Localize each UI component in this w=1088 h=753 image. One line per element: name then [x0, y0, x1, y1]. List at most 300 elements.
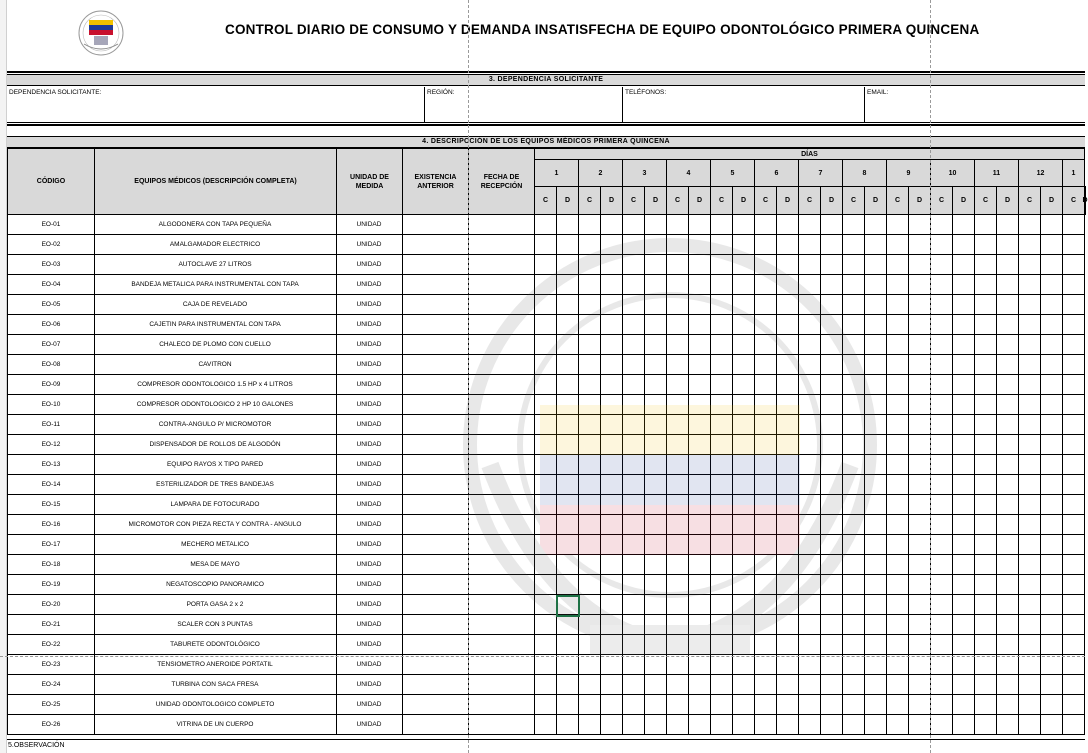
day-entry-cell[interactable] — [864, 275, 887, 295]
equipment-name-cell[interactable]: CAVITRON — [94, 355, 337, 375]
day-entry-cell[interactable] — [754, 475, 777, 495]
day-entry-cell[interactable] — [578, 375, 601, 395]
day-entry-cell[interactable] — [732, 415, 755, 435]
day-entry-cell[interactable] — [1084, 255, 1085, 275]
day-entry-cell[interactable] — [732, 275, 755, 295]
code-cell[interactable]: EO-18 — [7, 555, 95, 575]
day-entry-cell[interactable] — [864, 375, 887, 395]
day-entry-cell[interactable] — [864, 555, 887, 575]
day-entry-cell[interactable] — [798, 275, 821, 295]
day-entry-cell[interactable] — [886, 255, 909, 275]
day-entry-cell[interactable] — [842, 575, 865, 595]
day-entry-cell[interactable] — [600, 275, 623, 295]
day-entry-cell[interactable] — [622, 335, 645, 355]
day-entry-cell[interactable] — [908, 455, 931, 475]
day-entry-cell[interactable] — [930, 535, 953, 555]
day-entry-cell[interactable] — [732, 635, 755, 655]
day-entry-cell[interactable] — [1018, 395, 1041, 415]
day-entry-cell[interactable] — [710, 475, 733, 495]
day-entry-cell[interactable] — [798, 355, 821, 375]
day-entry-cell[interactable] — [666, 495, 689, 515]
day-entry-cell[interactable] — [798, 235, 821, 255]
day-entry-cell[interactable] — [688, 295, 711, 315]
day-entry-cell[interactable] — [600, 475, 623, 495]
day-entry-cell[interactable] — [908, 395, 931, 415]
day-entry-cell[interactable] — [864, 435, 887, 455]
day-entry-cell[interactable] — [886, 275, 909, 295]
day-entry-cell[interactable] — [710, 255, 733, 275]
day-entry-cell[interactable] — [622, 255, 645, 275]
day-entry-cell[interactable] — [974, 655, 997, 675]
day-entry-cell[interactable] — [776, 455, 799, 475]
day-entry-cell[interactable] — [534, 235, 557, 255]
day-entry-cell[interactable] — [556, 255, 579, 275]
day-entry-cell[interactable] — [578, 515, 601, 535]
existencia-cell[interactable] — [402, 575, 469, 595]
day-entry-cell[interactable] — [1084, 315, 1085, 335]
day-entry-cell[interactable] — [556, 535, 579, 555]
day-entry-cell[interactable] — [842, 635, 865, 655]
day-entry-cell[interactable] — [842, 675, 865, 695]
day-entry-cell[interactable] — [820, 335, 843, 355]
day-entry-cell[interactable] — [710, 535, 733, 555]
day-entry-cell[interactable] — [710, 395, 733, 415]
day-entry-cell[interactable] — [864, 675, 887, 695]
day-entry-cell[interactable] — [996, 475, 1019, 495]
day-entry-cell[interactable] — [754, 615, 777, 635]
day-entry-cell[interactable] — [1018, 615, 1041, 635]
day-entry-cell[interactable] — [908, 235, 931, 255]
day-entry-cell[interactable] — [1084, 675, 1085, 695]
day-entry-cell[interactable] — [688, 555, 711, 575]
day-entry-cell[interactable] — [666, 695, 689, 715]
day-entry-cell[interactable] — [578, 395, 601, 415]
day-entry-cell[interactable] — [776, 415, 799, 435]
day-entry-cell[interactable] — [996, 575, 1019, 595]
day-entry-cell[interactable] — [908, 515, 931, 535]
day-entry-cell[interactable] — [886, 415, 909, 435]
code-cell[interactable]: EO-03 — [7, 255, 95, 275]
code-cell[interactable]: EO-23 — [7, 655, 95, 675]
day-entry-cell[interactable] — [1040, 395, 1063, 415]
day-entry-cell[interactable] — [710, 215, 733, 235]
day-entry-cell[interactable] — [798, 315, 821, 335]
day-entry-cell[interactable] — [556, 655, 579, 675]
day-entry-cell[interactable] — [1062, 495, 1085, 515]
day-entry-cell[interactable] — [776, 255, 799, 275]
day-entry-cell[interactable] — [732, 655, 755, 675]
day-entry-cell[interactable] — [930, 655, 953, 675]
day-entry-cell[interactable] — [534, 395, 557, 415]
day-entry-cell[interactable] — [996, 695, 1019, 715]
day-entry-cell[interactable] — [1062, 295, 1085, 315]
day-entry-cell[interactable] — [842, 375, 865, 395]
day-entry-cell[interactable] — [820, 255, 843, 275]
fecha-cell[interactable] — [468, 695, 535, 715]
day-entry-cell[interactable] — [820, 515, 843, 535]
day-entry-cell[interactable] — [820, 435, 843, 455]
day-entry-cell[interactable] — [732, 535, 755, 555]
day-entry-cell[interactable] — [1040, 235, 1063, 255]
day-entry-cell[interactable] — [622, 655, 645, 675]
day-entry-cell[interactable] — [798, 255, 821, 275]
day-entry-cell[interactable] — [534, 295, 557, 315]
day-entry-cell[interactable] — [776, 395, 799, 415]
day-entry-cell[interactable] — [688, 255, 711, 275]
day-entry-cell[interactable] — [754, 315, 777, 335]
day-entry-cell[interactable] — [908, 675, 931, 695]
day-entry-cell[interactable] — [864, 695, 887, 715]
day-entry-cell[interactable] — [930, 215, 953, 235]
day-entry-cell[interactable] — [622, 415, 645, 435]
equipment-name-cell[interactable]: COMPRESOR ODONTOLOGICO 1.5 HP x 4 LITROS — [94, 375, 337, 395]
day-entry-cell[interactable] — [688, 415, 711, 435]
day-entry-cell[interactable] — [578, 555, 601, 575]
unit-cell[interactable]: UNIDAD — [336, 575, 403, 595]
day-entry-cell[interactable] — [842, 455, 865, 475]
day-entry-cell[interactable] — [820, 315, 843, 335]
day-entry-cell[interactable] — [534, 655, 557, 675]
day-entry-cell[interactable] — [974, 695, 997, 715]
fecha-cell[interactable] — [468, 675, 535, 695]
day-entry-cell[interactable] — [1018, 675, 1041, 695]
day-entry-cell[interactable] — [622, 435, 645, 455]
equipment-name-cell[interactable]: PORTA GASA 2 x 2 — [94, 595, 337, 615]
code-cell[interactable]: EO-09 — [7, 375, 95, 395]
day-entry-cell[interactable] — [556, 355, 579, 375]
day-entry-cell[interactable] — [886, 595, 909, 615]
day-entry-cell[interactable] — [754, 655, 777, 675]
unit-cell[interactable]: UNIDAD — [336, 695, 403, 715]
unit-cell[interactable]: UNIDAD — [336, 715, 403, 735]
day-entry-cell[interactable] — [930, 575, 953, 595]
day-entry-cell[interactable] — [600, 255, 623, 275]
day-entry-cell[interactable] — [754, 455, 777, 475]
day-entry-cell[interactable] — [820, 275, 843, 295]
existencia-cell[interactable] — [402, 715, 469, 735]
day-entry-cell[interactable] — [1084, 235, 1085, 255]
existencia-cell[interactable] — [402, 435, 469, 455]
email-field[interactable] — [865, 87, 1085, 122]
unit-cell[interactable]: UNIDAD — [336, 335, 403, 355]
day-entry-cell[interactable] — [600, 515, 623, 535]
day-entry-cell[interactable] — [644, 355, 667, 375]
day-entry-cell[interactable] — [908, 275, 931, 295]
day-entry-cell[interactable] — [776, 475, 799, 495]
day-entry-cell[interactable] — [776, 575, 799, 595]
day-entry-cell[interactable] — [1018, 295, 1041, 315]
day-entry-cell[interactable] — [688, 515, 711, 535]
day-entry-cell[interactable] — [864, 495, 887, 515]
day-entry-cell[interactable] — [798, 555, 821, 575]
day-entry-cell[interactable] — [534, 595, 557, 615]
day-entry-cell[interactable] — [556, 575, 579, 595]
day-entry-cell[interactable] — [534, 715, 557, 735]
day-entry-cell[interactable] — [688, 575, 711, 595]
day-entry-cell[interactable] — [842, 415, 865, 435]
day-entry-cell[interactable] — [820, 575, 843, 595]
day-entry-cell[interactable] — [534, 415, 557, 435]
day-entry-cell[interactable] — [534, 275, 557, 295]
day-entry-cell[interactable] — [864, 395, 887, 415]
existencia-cell[interactable] — [402, 335, 469, 355]
day-entry-cell[interactable] — [842, 615, 865, 635]
day-entry-cell[interactable] — [996, 495, 1019, 515]
day-entry-cell[interactable] — [556, 555, 579, 575]
day-entry-cell[interactable] — [908, 615, 931, 635]
existencia-cell[interactable] — [402, 455, 469, 475]
day-entry-cell[interactable] — [600, 215, 623, 235]
day-entry-cell[interactable] — [754, 575, 777, 595]
existencia-cell[interactable] — [402, 395, 469, 415]
day-entry-cell[interactable] — [622, 595, 645, 615]
day-entry-cell[interactable] — [644, 515, 667, 535]
day-entry-cell[interactable] — [1040, 355, 1063, 375]
day-entry-cell[interactable] — [710, 435, 733, 455]
day-entry-cell[interactable] — [666, 635, 689, 655]
day-entry-cell[interactable] — [710, 495, 733, 515]
day-entry-cell[interactable] — [534, 555, 557, 575]
day-entry-cell[interactable] — [754, 295, 777, 315]
day-entry-cell[interactable] — [754, 695, 777, 715]
fecha-cell[interactable] — [468, 635, 535, 655]
day-entry-cell[interactable] — [930, 555, 953, 575]
day-entry-cell[interactable] — [688, 475, 711, 495]
day-entry-cell[interactable] — [1018, 655, 1041, 675]
day-entry-cell[interactable] — [776, 695, 799, 715]
day-entry-cell[interactable] — [556, 415, 579, 435]
day-entry-cell[interactable] — [776, 315, 799, 335]
day-entry-cell[interactable] — [908, 475, 931, 495]
day-entry-cell[interactable] — [952, 415, 975, 435]
fecha-cell[interactable] — [468, 375, 535, 395]
day-entry-cell[interactable] — [864, 295, 887, 315]
day-entry-cell[interactable] — [974, 215, 997, 235]
day-entry-cell[interactable] — [952, 295, 975, 315]
day-entry-cell[interactable] — [556, 375, 579, 395]
day-entry-cell[interactable] — [1084, 395, 1085, 415]
unit-cell[interactable]: UNIDAD — [336, 475, 403, 495]
existencia-cell[interactable] — [402, 535, 469, 555]
day-entry-cell[interactable] — [1084, 555, 1085, 575]
code-cell[interactable]: EO-10 — [7, 395, 95, 415]
day-entry-cell[interactable] — [1062, 535, 1085, 555]
day-entry-cell[interactable] — [622, 295, 645, 315]
day-entry-cell[interactable] — [1062, 635, 1085, 655]
day-entry-cell[interactable] — [776, 355, 799, 375]
day-entry-cell[interactable] — [974, 275, 997, 295]
day-entry-cell[interactable] — [930, 415, 953, 435]
day-entry-cell[interactable] — [996, 375, 1019, 395]
day-entry-cell[interactable] — [974, 455, 997, 475]
unit-cell[interactable]: UNIDAD — [336, 255, 403, 275]
unit-cell[interactable]: UNIDAD — [336, 435, 403, 455]
day-entry-cell[interactable] — [666, 715, 689, 735]
day-entry-cell[interactable] — [798, 615, 821, 635]
day-entry-cell[interactable] — [600, 335, 623, 355]
day-entry-cell[interactable] — [908, 315, 931, 335]
unit-cell[interactable]: UNIDAD — [336, 615, 403, 635]
day-entry-cell[interactable] — [622, 555, 645, 575]
day-entry-cell[interactable] — [1062, 415, 1085, 435]
day-entry-cell[interactable] — [622, 535, 645, 555]
existencia-cell[interactable] — [402, 495, 469, 515]
day-entry-cell[interactable] — [534, 635, 557, 655]
day-entry-cell[interactable] — [1018, 575, 1041, 595]
day-entry-cell[interactable] — [556, 315, 579, 335]
day-entry-cell[interactable] — [1084, 615, 1085, 635]
fecha-cell[interactable] — [468, 455, 535, 475]
day-entry-cell[interactable] — [600, 635, 623, 655]
day-entry-cell[interactable] — [710, 295, 733, 315]
day-entry-cell[interactable] — [930, 615, 953, 635]
day-entry-cell[interactable] — [864, 235, 887, 255]
day-entry-cell[interactable] — [1062, 715, 1085, 735]
day-entry-cell[interactable] — [798, 475, 821, 495]
code-cell[interactable]: EO-13 — [7, 455, 95, 475]
day-entry-cell[interactable] — [974, 615, 997, 635]
day-entry-cell[interactable] — [578, 315, 601, 335]
unit-cell[interactable]: UNIDAD — [336, 235, 403, 255]
day-entry-cell[interactable] — [754, 495, 777, 515]
day-entry-cell[interactable] — [842, 555, 865, 575]
day-entry-cell[interactable] — [974, 375, 997, 395]
day-entry-cell[interactable] — [820, 215, 843, 235]
existencia-cell[interactable] — [402, 475, 469, 495]
day-entry-cell[interactable] — [600, 535, 623, 555]
day-entry-cell[interactable] — [578, 675, 601, 695]
day-entry-cell[interactable] — [776, 275, 799, 295]
unit-cell[interactable]: UNIDAD — [336, 355, 403, 375]
day-entry-cell[interactable] — [688, 235, 711, 255]
day-entry-cell[interactable] — [996, 435, 1019, 455]
day-entry-cell[interactable] — [622, 235, 645, 255]
day-entry-cell[interactable] — [1040, 375, 1063, 395]
day-entry-cell[interactable] — [996, 355, 1019, 375]
day-entry-cell[interactable] — [798, 295, 821, 315]
day-entry-cell[interactable] — [644, 695, 667, 715]
day-entry-cell[interactable] — [556, 515, 579, 535]
code-cell[interactable]: EO-19 — [7, 575, 95, 595]
day-entry-cell[interactable] — [556, 215, 579, 235]
day-entry-cell[interactable] — [688, 695, 711, 715]
equipment-name-cell[interactable]: VITRINA DE UN CUERPO — [94, 715, 337, 735]
day-entry-cell[interactable] — [930, 595, 953, 615]
day-entry-cell[interactable] — [974, 555, 997, 575]
day-entry-cell[interactable] — [1084, 355, 1085, 375]
day-entry-cell[interactable] — [644, 215, 667, 235]
fecha-cell[interactable] — [468, 255, 535, 275]
day-entry-cell[interactable] — [710, 715, 733, 735]
equipment-name-cell[interactable]: NEGATOSCOPIO PANORAMICO — [94, 575, 337, 595]
day-entry-cell[interactable] — [710, 615, 733, 635]
code-cell[interactable]: EO-20 — [7, 595, 95, 615]
day-entry-cell[interactable] — [974, 255, 997, 275]
day-entry-cell[interactable] — [952, 455, 975, 475]
day-entry-cell[interactable] — [1040, 595, 1063, 615]
day-entry-cell[interactable] — [534, 435, 557, 455]
day-entry-cell[interactable] — [952, 515, 975, 535]
fecha-cell[interactable] — [468, 715, 535, 735]
day-entry-cell[interactable] — [666, 455, 689, 475]
equipment-name-cell[interactable]: UNIDAD ODONTOLOGICO COMPLETO — [94, 695, 337, 715]
day-entry-cell[interactable] — [578, 475, 601, 495]
day-entry-cell[interactable] — [776, 615, 799, 635]
code-cell[interactable]: EO-24 — [7, 675, 95, 695]
day-entry-cell[interactable] — [1040, 495, 1063, 515]
day-entry-cell[interactable] — [908, 295, 931, 315]
day-entry-cell[interactable] — [886, 455, 909, 475]
day-entry-cell[interactable] — [622, 615, 645, 635]
day-entry-cell[interactable] — [732, 575, 755, 595]
day-entry-cell[interactable] — [754, 375, 777, 395]
day-entry-cell[interactable] — [842, 595, 865, 615]
day-entry-cell[interactable] — [578, 535, 601, 555]
day-entry-cell[interactable] — [776, 215, 799, 235]
day-entry-cell[interactable] — [1062, 275, 1085, 295]
day-entry-cell[interactable] — [1084, 635, 1085, 655]
day-entry-cell[interactable] — [798, 535, 821, 555]
day-entry-cell[interactable] — [820, 715, 843, 735]
day-entry-cell[interactable] — [798, 215, 821, 235]
day-entry-cell[interactable] — [622, 475, 645, 495]
day-entry-cell[interactable] — [732, 595, 755, 615]
day-entry-cell[interactable] — [732, 315, 755, 335]
day-entry-cell[interactable] — [1062, 655, 1085, 675]
day-entry-cell[interactable] — [1084, 695, 1085, 715]
day-entry-cell[interactable] — [886, 555, 909, 575]
day-entry-cell[interactable] — [534, 455, 557, 475]
fecha-cell[interactable] — [468, 335, 535, 355]
day-entry-cell[interactable] — [842, 475, 865, 495]
day-entry-cell[interactable] — [974, 495, 997, 515]
day-entry-cell[interactable] — [930, 675, 953, 695]
day-entry-cell[interactable] — [622, 495, 645, 515]
day-entry-cell[interactable] — [732, 675, 755, 695]
day-entry-cell[interactable] — [622, 695, 645, 715]
code-cell[interactable]: EO-04 — [7, 275, 95, 295]
day-entry-cell[interactable] — [820, 395, 843, 415]
day-entry-cell[interactable] — [886, 615, 909, 635]
existencia-cell[interactable] — [402, 555, 469, 575]
fecha-cell[interactable] — [468, 555, 535, 575]
day-entry-cell[interactable] — [1062, 575, 1085, 595]
fecha-cell[interactable] — [468, 295, 535, 315]
day-entry-cell[interactable] — [820, 675, 843, 695]
day-entry-cell[interactable] — [1062, 595, 1085, 615]
day-entry-cell[interactable] — [578, 275, 601, 295]
day-entry-cell[interactable] — [886, 395, 909, 415]
day-entry-cell[interactable] — [952, 235, 975, 255]
day-entry-cell[interactable] — [974, 295, 997, 315]
day-entry-cell[interactable] — [710, 415, 733, 435]
unit-cell[interactable]: UNIDAD — [336, 655, 403, 675]
day-entry-cell[interactable] — [1062, 375, 1085, 395]
day-entry-cell[interactable] — [776, 295, 799, 315]
day-entry-cell[interactable] — [1018, 595, 1041, 615]
day-entry-cell[interactable] — [688, 355, 711, 375]
day-entry-cell[interactable] — [996, 535, 1019, 555]
day-entry-cell[interactable] — [644, 435, 667, 455]
unit-cell[interactable]: UNIDAD — [336, 395, 403, 415]
existencia-cell[interactable] — [402, 595, 469, 615]
day-entry-cell[interactable] — [886, 375, 909, 395]
day-entry-cell[interactable] — [1018, 335, 1041, 355]
day-entry-cell[interactable] — [952, 615, 975, 635]
day-entry-cell[interactable] — [556, 635, 579, 655]
day-entry-cell[interactable] — [996, 235, 1019, 255]
day-entry-cell[interactable] — [534, 495, 557, 515]
